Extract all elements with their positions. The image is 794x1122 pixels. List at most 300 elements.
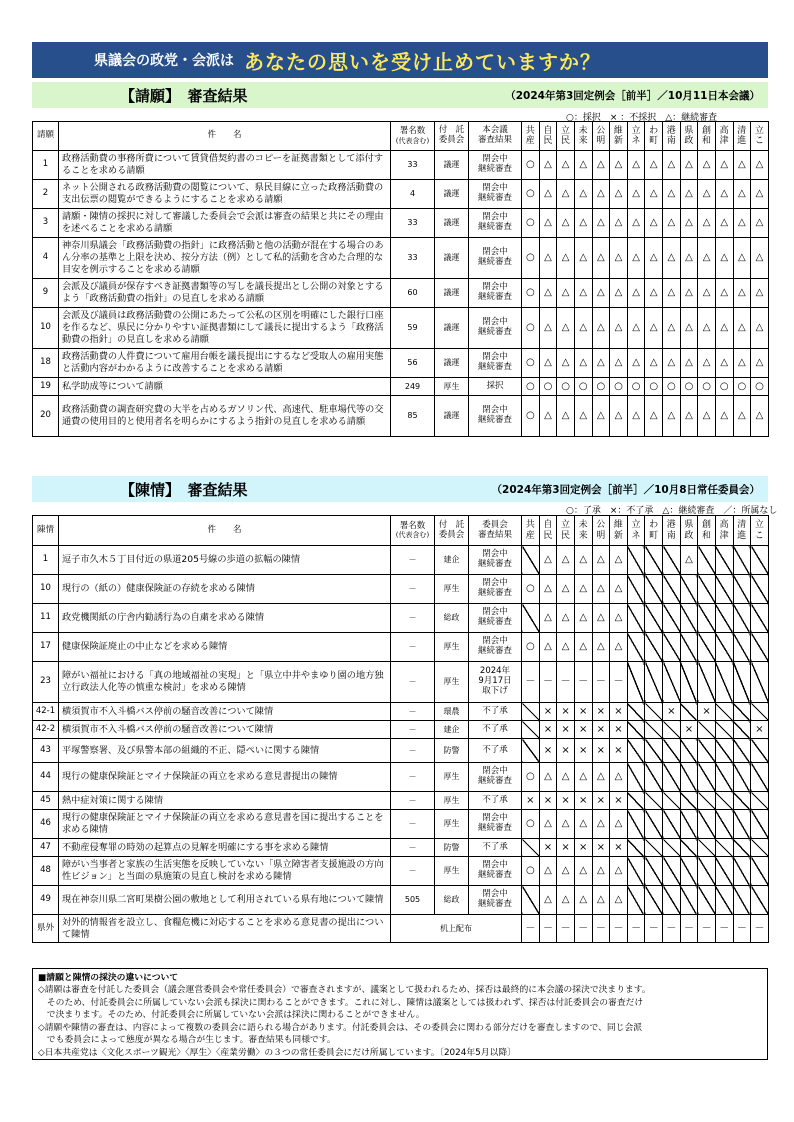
party-vote: △ — [715, 209, 733, 238]
row-title: 会派及び議員が保存すべき証拠書類等の写しを議長提出とし公開の対象とするよう「政務活動費の指針」の見直しを求める請願 — [59, 279, 391, 308]
party-not-member — [698, 792, 716, 810]
row-signatures: － — [391, 839, 435, 857]
row-signatures: 33 — [391, 209, 435, 238]
party-vote: △ — [733, 209, 751, 238]
col-header-result — [469, 516, 522, 546]
party-char-1: わ — [649, 520, 659, 531]
party-vote: ○ — [522, 151, 540, 180]
party-vote: × — [539, 792, 557, 810]
party-vote: △ — [610, 633, 628, 662]
col-header-result — [469, 122, 522, 151]
party-not-member — [733, 721, 751, 739]
party-vote: △ — [751, 151, 769, 180]
party-not-member — [645, 546, 663, 575]
table-row — [33, 792, 769, 810]
party-vote: △ — [610, 396, 628, 437]
row-title: 神奈川県議会「政務活動費の指針」に政務活動と他の活動が混在する場合のあん分率の基準と上限を決め、按分方法（例）として私的活動を含めた合理的な目安を例示することを求める請願 — [59, 238, 391, 279]
party-vote: △ — [557, 763, 575, 792]
table-row — [33, 378, 769, 396]
party-char-1: 維 — [613, 125, 623, 136]
party-vote: △ — [698, 349, 716, 378]
party-not-member — [733, 839, 751, 857]
party-not-member — [645, 703, 663, 721]
party-vote: × — [574, 839, 592, 857]
row-committee: 厚生 — [435, 763, 469, 792]
party-header — [733, 122, 751, 151]
row-title: 障がい当事者と家族の生活実態を反映していない「県立障害者支援施設の方向性ビジョン」と当面の県施策の見直し検討を求める陳情 — [59, 857, 391, 886]
party-vote: ○ — [751, 378, 769, 396]
party-vote: △ — [715, 180, 733, 209]
row-title: 横須賀市不入斗橋バス停前の騒音改善について陳情 — [59, 703, 391, 721]
party-not-member — [645, 857, 663, 886]
committee-label-2: 委員会 — [438, 529, 465, 540]
row-signatures: － — [391, 792, 435, 810]
col-header-name: 件 名 — [59, 516, 391, 546]
row-title: 逗子市久木５丁目付近の県道205号線の歩道の拡幅の陳情 — [59, 546, 391, 575]
party-char-1: 清 — [737, 520, 747, 531]
party-vote: △ — [592, 857, 610, 886]
row-signatures: 505 — [391, 886, 435, 915]
party-vote: △ — [645, 349, 663, 378]
party-vote: ○ — [574, 378, 592, 396]
party-not-member — [680, 703, 698, 721]
party-vote: － — [592, 915, 610, 943]
party-char-1: 共 — [525, 520, 535, 531]
row-committee: 厚生 — [435, 662, 469, 703]
party-vote: × — [592, 839, 610, 857]
party-vote: － — [680, 915, 698, 943]
party-not-member — [733, 604, 751, 633]
row-result: 閉会中 継続審査 — [469, 857, 522, 886]
party-vote: × — [557, 839, 575, 857]
party-vote: △ — [539, 238, 557, 279]
row-number: 42-2 — [33, 721, 59, 739]
party-not-member — [627, 839, 645, 857]
party-vote: △ — [698, 396, 716, 437]
party-vote: △ — [663, 308, 681, 349]
row-result: 閉会中 継続審査 — [469, 886, 522, 915]
party-vote: △ — [574, 308, 592, 349]
party-not-member — [627, 604, 645, 633]
party-vote: △ — [557, 633, 575, 662]
table-row — [33, 839, 769, 857]
party-not-member — [645, 721, 663, 739]
party-header — [574, 122, 592, 151]
party-vote: × — [698, 703, 716, 721]
party-vote: △ — [663, 238, 681, 279]
party-vote: △ — [592, 151, 610, 180]
party-char-2: 民 — [543, 530, 553, 541]
party-vote: △ — [557, 575, 575, 604]
party-vote: △ — [610, 209, 628, 238]
party-not-member — [733, 575, 751, 604]
row-title: 平塚警察署、及び県警本部の組織的不正、隠ぺいに関する陳情 — [59, 739, 391, 763]
party-vote: △ — [627, 151, 645, 180]
party-char-1: 自 — [543, 125, 553, 136]
party-not-member — [645, 810, 663, 839]
party-vote: △ — [574, 604, 592, 633]
party-char-2: ネ — [631, 530, 641, 541]
party-vote: × — [539, 703, 557, 721]
party-vote: △ — [539, 633, 557, 662]
party-vote: × — [592, 792, 610, 810]
row-number: 44 — [33, 763, 59, 792]
party-vote: △ — [574, 633, 592, 662]
seigan-title: 【請願】 審査結果 — [120, 86, 248, 105]
row-result: 不了承 — [469, 739, 522, 763]
party-char-2: 町 — [649, 136, 659, 146]
party-char-1: 自 — [543, 520, 553, 531]
party-not-member — [627, 886, 645, 915]
party-not-member — [663, 886, 681, 915]
row-result: 閉会中 継続審査 — [469, 349, 522, 378]
party-header — [733, 516, 751, 546]
party-header — [715, 516, 733, 546]
party-vote: △ — [557, 151, 575, 180]
party-not-member — [627, 662, 645, 703]
party-vote: ○ — [522, 857, 540, 886]
party-not-member — [715, 633, 733, 662]
party-not-member — [680, 810, 698, 839]
party-vote: × — [574, 703, 592, 721]
party-not-member — [663, 546, 681, 575]
party-vote: △ — [557, 279, 575, 308]
party-char-1: 未 — [578, 520, 588, 531]
party-vote: △ — [627, 396, 645, 437]
party-char-2: 政 — [684, 530, 694, 541]
party-char-1: 清 — [737, 125, 747, 136]
party-header — [557, 122, 575, 151]
party-vote: ○ — [522, 763, 540, 792]
party-vote: △ — [698, 180, 716, 209]
party-not-member — [698, 604, 716, 633]
party-char-1: 港 — [666, 125, 676, 136]
row-committee: 議運 — [435, 209, 469, 238]
party-not-member — [715, 763, 733, 792]
party-char-1: 公 — [596, 125, 606, 136]
party-not-member — [522, 886, 540, 915]
party-vote: △ — [645, 279, 663, 308]
row-signatures: － — [391, 575, 435, 604]
party-char-2: 進 — [737, 530, 747, 541]
party-vote: △ — [680, 546, 698, 575]
col-header-committee — [435, 122, 469, 151]
party-not-member — [627, 792, 645, 810]
party-header — [539, 516, 557, 546]
party-not-member — [715, 703, 733, 721]
party-char-2: 進 — [737, 136, 747, 146]
row-title: 障がい福祉における「真の地域福祉の実現」と「県立中井やまゆり園の地方独立行政法人化等の慎重な検討」を求める陳情 — [59, 662, 391, 703]
party-not-member — [715, 546, 733, 575]
party-not-member — [733, 739, 751, 763]
party-vote: △ — [627, 308, 645, 349]
party-vote: △ — [610, 886, 628, 915]
party-vote: ○ — [733, 378, 751, 396]
row-number: 県外 — [33, 915, 59, 943]
party-not-member — [522, 839, 540, 857]
party-vote: × — [610, 721, 628, 739]
row-committee: 厚生 — [435, 575, 469, 604]
party-char-2: 産 — [525, 530, 535, 541]
party-vote: － — [627, 915, 645, 943]
party-not-member — [733, 857, 751, 886]
party-vote: ○ — [663, 378, 681, 396]
party-vote: △ — [592, 546, 610, 575]
notes-line: ◇請願や陳情の審査は、内容によって複数の委員会に語られる場合があります。付託委員会は、その委員会に関わる部分だけを審査しますので、同じ会派 — [38, 1022, 643, 1033]
party-vote: △ — [539, 396, 557, 437]
party-char-2: 民 — [561, 530, 571, 541]
party-not-member — [663, 792, 681, 810]
party-vote: △ — [663, 349, 681, 378]
party-char-2: 南 — [666, 530, 676, 541]
party-vote: ○ — [522, 180, 540, 209]
result-label-1: 本会議 — [482, 125, 508, 136]
row-title: 不動産侵奪罪の時効の起算点の見解を明確にする事を求める陳情 — [59, 839, 391, 857]
table-row — [33, 546, 769, 575]
row-title: 請願・陳情の採択に対して審議した委員会で会派は審査の結果と共にその理由を述べることを求める請願 — [59, 209, 391, 238]
party-not-member — [733, 886, 751, 915]
signatures-label: 署名数 — [399, 520, 426, 531]
party-not-member — [698, 739, 716, 763]
party-vote: ○ — [522, 238, 540, 279]
party-not-member — [680, 662, 698, 703]
party-vote: ○ — [698, 378, 716, 396]
row-committee: 建企 — [435, 546, 469, 575]
party-vote: △ — [751, 209, 769, 238]
party-vote: △ — [645, 396, 663, 437]
party-vote: △ — [751, 308, 769, 349]
col-header-committee — [435, 516, 469, 546]
row-title: 現在神奈川県二宮町果樹公園の敷地として利用されている県有地について陳情 — [59, 886, 391, 915]
party-not-member — [715, 575, 733, 604]
party-header — [592, 122, 610, 151]
party-char-1: 維 — [613, 520, 623, 531]
party-vote: × — [680, 721, 698, 739]
party-char-2: 来 — [578, 136, 588, 146]
party-vote: △ — [610, 308, 628, 349]
row-signatures: － — [391, 721, 435, 739]
party-char-2: 和 — [702, 136, 712, 146]
party-header — [715, 122, 733, 151]
party-not-member — [680, 739, 698, 763]
party-vote: △ — [610, 857, 628, 886]
table-row — [33, 886, 769, 915]
row-number: 47 — [33, 839, 59, 857]
result-label-1: 委員会 — [482, 519, 508, 530]
party-vote: △ — [715, 396, 733, 437]
row-title: 政務活動費の人件費について雇用台帳を議長提出にするなど受取人の雇用実態と活動内容がわかるように改善することを求める請願 — [59, 349, 391, 378]
row-signatures: － — [391, 546, 435, 575]
party-vote: △ — [715, 151, 733, 180]
party-header — [680, 516, 698, 546]
notes-lines — [38, 984, 762, 1059]
party-not-member — [698, 857, 716, 886]
party-vote: △ — [557, 604, 575, 633]
row-committee: 議運 — [435, 308, 469, 349]
party-vote: △ — [574, 857, 592, 886]
chinjo-table — [32, 515, 769, 943]
party-vote: △ — [627, 349, 645, 378]
row-signatures: － — [391, 763, 435, 792]
party-not-member — [680, 857, 698, 886]
row-signatures: － — [391, 633, 435, 662]
party-vote: △ — [592, 209, 610, 238]
party-not-member — [698, 839, 716, 857]
row-title: 会派及び議員は政務活動費の公開にあたって公私の区別を明確にした銀行口座を作るなど、県民に分かりやすい証拠書類にして議長に提出するよう「政務活動費の指針」の見直しを求める請願 — [59, 308, 391, 349]
party-not-member — [680, 575, 698, 604]
row-number: 1 — [33, 546, 59, 575]
row-result: 閉会中 継続審査 — [469, 396, 522, 437]
party-vote: △ — [663, 209, 681, 238]
row-signatures: － — [391, 604, 435, 633]
party-char-1: 公 — [596, 520, 606, 531]
result-label-2: 審査結果 — [477, 529, 512, 540]
row-number: 4 — [33, 238, 59, 279]
row-number: 46 — [33, 810, 59, 839]
row-signatures: 33 — [391, 238, 435, 279]
seigan-table — [32, 121, 769, 437]
party-vote: △ — [592, 604, 610, 633]
party-vote: △ — [680, 349, 698, 378]
party-header — [574, 516, 592, 546]
party-not-member — [733, 792, 751, 810]
party-vote: × — [557, 721, 575, 739]
party-vote: △ — [627, 209, 645, 238]
party-vote: △ — [592, 308, 610, 349]
party-vote: △ — [574, 279, 592, 308]
table-header-row — [33, 122, 769, 151]
row-result: 閉会中 継続審査 — [469, 308, 522, 349]
party-vote: △ — [733, 349, 751, 378]
party-vote: △ — [663, 279, 681, 308]
party-vote: － — [574, 662, 592, 703]
row-signatures: － — [391, 662, 435, 703]
row-committee: 議運 — [435, 238, 469, 279]
party-vote: × — [610, 703, 628, 721]
party-header — [610, 516, 628, 546]
party-vote: △ — [539, 180, 557, 209]
party-not-member — [680, 633, 698, 662]
party-header — [592, 516, 610, 546]
party-vote: △ — [539, 209, 557, 238]
party-vote: △ — [574, 810, 592, 839]
row-result: 閉会中 継続審査 — [469, 546, 522, 575]
party-header — [522, 516, 540, 546]
party-not-member — [627, 810, 645, 839]
party-not-member — [627, 703, 645, 721]
party-char-2: 民 — [561, 136, 571, 146]
row-number: 10 — [33, 575, 59, 604]
party-char-1: 創 — [702, 125, 712, 136]
party-not-member — [751, 839, 769, 857]
table-row — [33, 279, 769, 308]
party-vote: △ — [751, 238, 769, 279]
party-not-member — [645, 763, 663, 792]
chinjo-meta: （2024年第3回定例会［前半］／10月8日常任委員会） — [491, 483, 760, 496]
page-banner — [32, 42, 768, 78]
party-vote: △ — [592, 279, 610, 308]
party-vote: △ — [592, 238, 610, 279]
col-header-signatures — [391, 516, 435, 546]
notes-line: ◇日本共産党は〈文化スポーツ観光〉〈厚生〉〈産業労働〉の３つの常任委員会にだけ所属しています。〔2024年5月以降〕 — [38, 1047, 516, 1058]
banner-lead: 県議会の政党・会派は — [94, 53, 234, 69]
party-vote: △ — [557, 396, 575, 437]
row-committee: 厚生 — [435, 378, 469, 396]
row-title: 政党機関紙の庁舎内勧誘行為の自粛を求める陳情 — [59, 604, 391, 633]
party-vote: △ — [610, 604, 628, 633]
party-vote: △ — [557, 546, 575, 575]
party-vote: △ — [610, 575, 628, 604]
party-char-2: 政 — [684, 136, 694, 146]
party-vote: △ — [557, 349, 575, 378]
party-char-2: 新 — [613, 530, 623, 541]
party-not-member — [698, 575, 716, 604]
party-char-2: ネ — [631, 136, 641, 146]
party-vote: △ — [645, 180, 663, 209]
notes-line: ◇請願は審査を付託した委員会（議会運営委員会や常任委員会）で審査されますが、議案として扱われるため、採否は最終的に本会議の採決で決まります。 — [38, 985, 651, 996]
party-vote: － — [574, 915, 592, 943]
party-vote: △ — [680, 396, 698, 437]
row-signatures: 60 — [391, 279, 435, 308]
party-vote: △ — [610, 279, 628, 308]
party-vote: ○ — [680, 378, 698, 396]
party-vote: △ — [610, 238, 628, 279]
party-vote: ○ — [592, 378, 610, 396]
party-not-member — [751, 792, 769, 810]
party-vote: △ — [733, 308, 751, 349]
row-number: 18 — [33, 349, 59, 378]
party-vote: － — [733, 915, 751, 943]
party-vote: ○ — [522, 378, 540, 396]
party-not-member — [627, 739, 645, 763]
table-row — [33, 763, 769, 792]
party-char-1: 港 — [666, 520, 676, 531]
party-not-member — [698, 810, 716, 839]
party-not-member — [715, 857, 733, 886]
party-not-member — [751, 703, 769, 721]
chinjo-section-header — [32, 476, 768, 502]
party-vote: △ — [698, 151, 716, 180]
party-vote: ○ — [715, 378, 733, 396]
party-not-member — [715, 810, 733, 839]
party-not-member — [751, 857, 769, 886]
party-header — [698, 516, 716, 546]
row-number: 45 — [33, 792, 59, 810]
party-not-member — [751, 662, 769, 703]
party-vote: × — [610, 839, 628, 857]
party-vote: × — [574, 792, 592, 810]
row-result: 閉会中 継続審査 — [469, 633, 522, 662]
party-vote: － — [522, 662, 540, 703]
party-not-member — [733, 633, 751, 662]
table-row — [33, 857, 769, 886]
row-title: 政務活動費の調査研究費の大半を占めるガソリン代、高速代、駐車場代等の交通費の使用目的と使用者名を明らかにするよう指針の見直しを求める請願 — [59, 396, 391, 437]
party-vote: △ — [627, 279, 645, 308]
party-char-2: 明 — [596, 136, 606, 146]
party-vote: △ — [733, 151, 751, 180]
row-signatures: 249 — [391, 378, 435, 396]
party-vote: ○ — [557, 378, 575, 396]
party-vote: × — [751, 721, 769, 739]
signatures-label: 署名数 — [399, 126, 426, 137]
notes-line: で決まります。そのため、付託委員会に所属していない会派は採決に関わることができません。 — [38, 1010, 425, 1021]
party-not-member — [680, 763, 698, 792]
party-vote: × — [539, 839, 557, 857]
party-vote: △ — [610, 763, 628, 792]
row-number: 3 — [33, 209, 59, 238]
table-row — [33, 633, 769, 662]
party-vote: △ — [645, 308, 663, 349]
